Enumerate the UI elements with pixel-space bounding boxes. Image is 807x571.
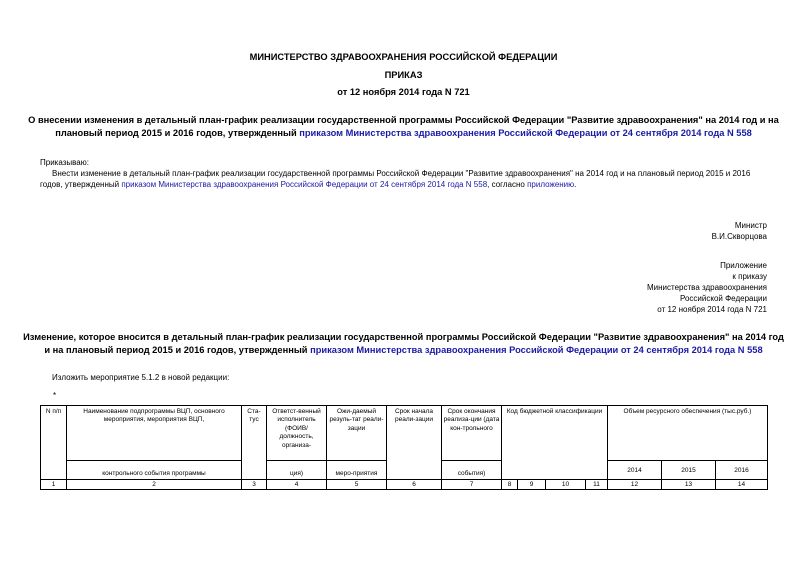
col-number: 13 xyxy=(662,480,716,490)
order-word: Приказываю: xyxy=(40,158,89,167)
header-name-top: Наименование подпрограммы ВЦП, основного мероприятия, мероприятия ВЦП, xyxy=(67,406,242,461)
appendix-line1: Приложение xyxy=(720,261,767,270)
col-number: 9 xyxy=(518,480,546,490)
instruction-text: Изложить мероприятие 5.1.2 в новой редакции: xyxy=(52,373,230,382)
order-title-line2-text: плановый период 2015 и 2016 годов, утвержденный xyxy=(55,128,300,138)
col-number: 5 xyxy=(327,480,387,490)
col-number: 12 xyxy=(608,480,662,490)
col-number: 6 xyxy=(387,480,442,490)
col-number: 11 xyxy=(586,480,608,490)
appendix-title-line2-text: и на плановый период 2015 и 2016 годов, утвержденный xyxy=(44,345,311,355)
order-paragraph-end: . xyxy=(574,180,577,189)
header-name-bottom: контрольного события программы xyxy=(67,461,242,480)
ministry-heading: МИНИСТЕРСТВО ЗДРАВООХРАНЕНИЯ РОССИЙСКОЙ ФЕДЕРАЦИИ xyxy=(249,52,558,62)
header-end-bottom: события) xyxy=(442,461,502,480)
order-558-link[interactable]: приказом Министерства здравоохранения Российской Федерации от 24 сентября 2014 года N 558 xyxy=(299,128,752,138)
appendix-line5: от 12 ноября 2014 года N 721 xyxy=(657,305,767,314)
appendix-line2: к приказу xyxy=(732,272,767,281)
header-result-bottom: меро-приятия xyxy=(327,461,387,480)
appendix-line4: Российской Федерации xyxy=(680,294,767,303)
header-year-2016: 2016 xyxy=(716,461,768,480)
order-title-line2 xyxy=(0,127,807,140)
header-funding: Объем ресурсного обеспечения (тыс.руб.) xyxy=(608,406,768,461)
col-number: 4 xyxy=(267,480,327,490)
col-number: 2 xyxy=(67,480,242,490)
order-paragraph-text: Внести изменение в детальный план-график реализации государственной программы Российской Федерации "Развитие здравоохранения" на 2014 год и на плановый период 2015 и 2016 годов, утвержденный xyxy=(40,169,751,189)
appendix-order-558-link[interactable]: приказом Министерства здравоохранения Российской Федерации от 24 сентября 2014 года N 558 xyxy=(310,345,763,355)
col-number: 1 xyxy=(41,480,67,490)
col-number: 7 xyxy=(442,480,502,490)
column-number-row xyxy=(41,480,768,490)
header-kbk: Код бюджетной классификации xyxy=(502,406,608,480)
header-start: Срок начала реали-зации xyxy=(387,406,442,480)
col-number: 8 xyxy=(502,480,518,490)
order-paragraph xyxy=(40,168,770,190)
appendix-title-line2 xyxy=(0,344,807,357)
col-number: 3 xyxy=(242,480,267,490)
order-paragraph-mid: , согласно xyxy=(487,180,528,189)
col-number: 10 xyxy=(546,480,586,490)
signature-name: В.И.Скворцова xyxy=(711,232,767,241)
header-year-2015: 2015 xyxy=(662,461,716,480)
signature-position: Министр xyxy=(734,221,767,230)
header-executor-top: Ответст-венный исполнитель (ФОИВ/ должность, организа- xyxy=(267,406,327,461)
header-executor-bottom: ция) xyxy=(267,461,327,480)
order-title xyxy=(0,114,807,140)
appendix-link[interactable]: приложению xyxy=(527,180,575,189)
appendix-block xyxy=(647,260,767,315)
order-date: от 12 ноября 2014 года N 721 xyxy=(337,87,470,97)
header-result-top: Ожи-даемый резуль-тат реали-зации xyxy=(327,406,387,461)
order-heading: ПРИКАЗ xyxy=(384,70,423,80)
measures-table xyxy=(40,405,768,490)
col-number: 14 xyxy=(716,480,768,490)
header-num: N п/п xyxy=(41,406,67,480)
appendix-line3: Министерства здравоохранения xyxy=(647,283,767,292)
order-558-body-link[interactable]: приказом Министерства здравоохранения Российской Федерации от 24 сентября 2014 года N 558 xyxy=(121,180,488,189)
header-end-top: Срок окончания реализа-ции (дата кон-трольного xyxy=(442,406,502,461)
appendix-title xyxy=(0,331,807,357)
signature-block xyxy=(712,220,767,242)
header-status: Ста-тус xyxy=(242,406,267,480)
header-year-2014: 2014 xyxy=(608,461,662,480)
appendix-title-line1: Изменение, которое вносится в детальный план-график реализации государственной программы Российской Федерации "Развитие здравоохранения" на 2014 год xyxy=(23,332,784,342)
order-title-line1: О внесении изменения в детальный план-график реализации государственной программы Российской Федерации "Развитие здравоохранения" на 2014 год и на xyxy=(28,115,779,125)
asterisk-mark: * xyxy=(53,391,57,400)
